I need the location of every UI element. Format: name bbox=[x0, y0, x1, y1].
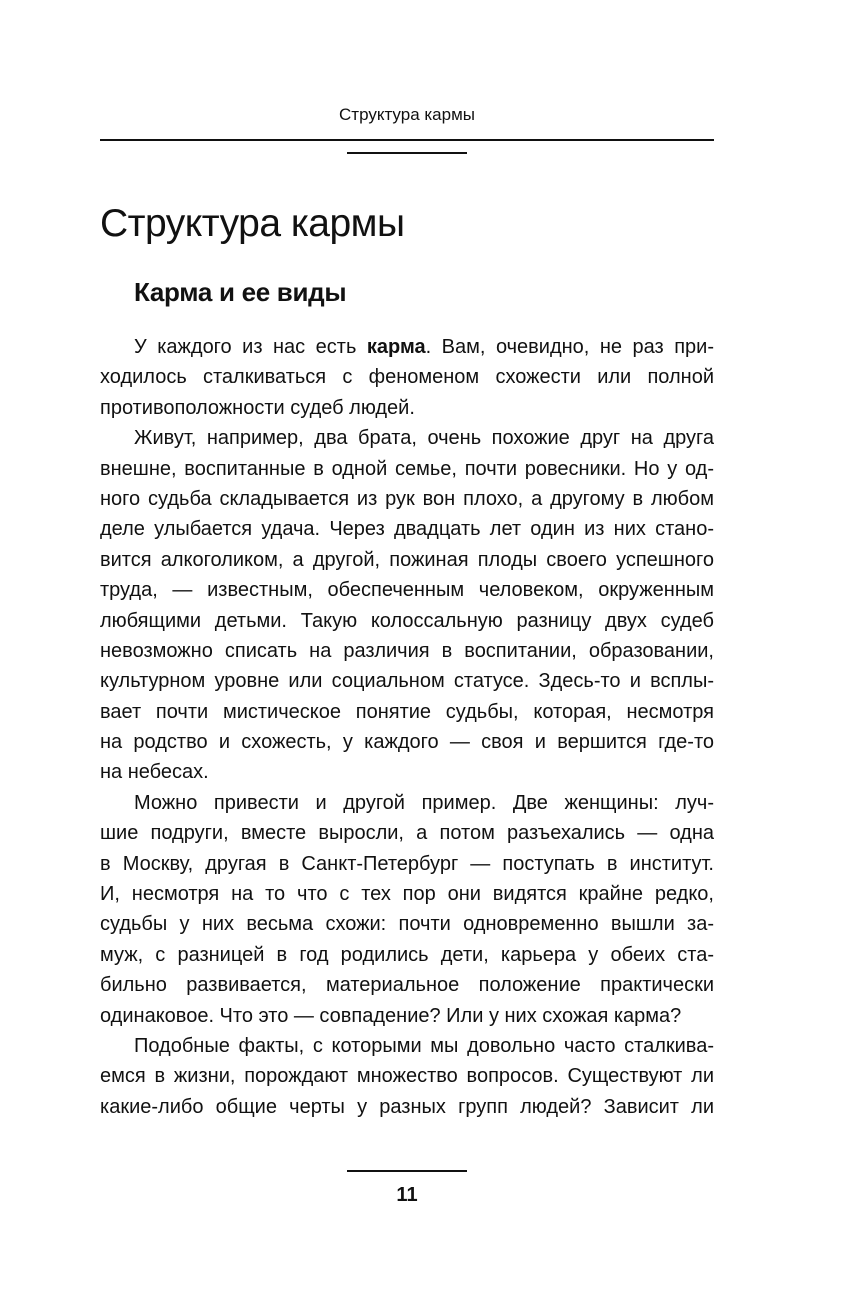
running-head: Структура кармы bbox=[339, 105, 475, 124]
text-line: труда, — известным, обеспеченным человеком, окруженным bbox=[100, 579, 714, 602]
text-run: . Вам, очевидно, не раз при- bbox=[425, 336, 714, 358]
text-line: Живут, например, два брата, очень похожие друг на друга bbox=[134, 427, 714, 450]
text-run: У каждого из нас есть bbox=[134, 336, 367, 358]
text-line: на родство и схожесть, у каждого — своя и вершится где-то bbox=[100, 731, 714, 754]
text-line bbox=[100, 332, 714, 362]
paragraph bbox=[100, 423, 714, 788]
text-line: бильно развивается, материальное положение практически bbox=[100, 974, 714, 997]
text-line: внешне, воспитанные в одной семье, почти ровесники. Но у од- bbox=[100, 457, 714, 480]
text-line: Можно привести и другой пример. Две женщины: луч- bbox=[134, 791, 714, 814]
text-line: вает почти мистическое понятие судьбы, которая, несмотря bbox=[100, 700, 714, 723]
text-line: культурном уровне или социальном статусе. Здесь-то и всплы- bbox=[100, 670, 714, 693]
bold-term: карма bbox=[366, 336, 426, 358]
text-line: ходилось сталкиваться с феноменом схожести или полной bbox=[100, 366, 714, 389]
text-line: И, несмотря на то что с тех пор они видятся крайне редко, bbox=[100, 883, 714, 906]
paragraph bbox=[100, 332, 714, 423]
text-line: емся в жизни, порождают множество вопросов. Существуют ли bbox=[100, 1065, 714, 1088]
text-line: в Москву, другая в Санкт-Петербург — поступать в институт. bbox=[100, 852, 714, 875]
text-line: шие подруги, вместе выросли, а потом разъехались — одна bbox=[100, 822, 714, 845]
paragraph bbox=[100, 788, 714, 1031]
text-line: вится алкоголиком, а другой, пожиная плоды своего успешного bbox=[100, 548, 714, 571]
section-title: Карма и ее виды bbox=[134, 277, 347, 307]
text-line: любящими детьми. Такую колоссальную разницу двух судеб bbox=[100, 609, 714, 632]
text-line: одинаковое. Что это — совпадение? Или у них схожая карма? bbox=[100, 1004, 682, 1027]
text-line: Подобные факты, с которыми мы довольно часто сталкива- bbox=[134, 1034, 714, 1057]
text-line: деле улыбается удача. Через двадцать лет один из них стано- bbox=[100, 518, 714, 541]
text-line: судьбы у них весьма схожи: почти одновременно вышли за- bbox=[100, 913, 714, 936]
chapter-title: Структура кармы bbox=[100, 202, 405, 245]
text-line: противоположности судеб людей. bbox=[100, 396, 415, 419]
text-line: муж, с разницей в год родились дети, карьера у обеих ста- bbox=[100, 943, 714, 966]
header-rule bbox=[100, 139, 714, 141]
footer-rule bbox=[347, 1170, 467, 1172]
text-line: какие-либо общие черты у разных групп людей? Зависит ли bbox=[100, 1095, 714, 1118]
page-number: 11 bbox=[396, 1184, 418, 1206]
header-short-rule bbox=[347, 152, 467, 154]
text-line: ного судьба складывается из рук вон плохо, а другому в любом bbox=[100, 487, 714, 510]
body-text bbox=[100, 332, 714, 1122]
text-line: на небесах. bbox=[100, 761, 209, 784]
text-line: невозможно списать на различия в воспитании, образовании, bbox=[100, 639, 714, 662]
paragraph bbox=[100, 1031, 714, 1122]
